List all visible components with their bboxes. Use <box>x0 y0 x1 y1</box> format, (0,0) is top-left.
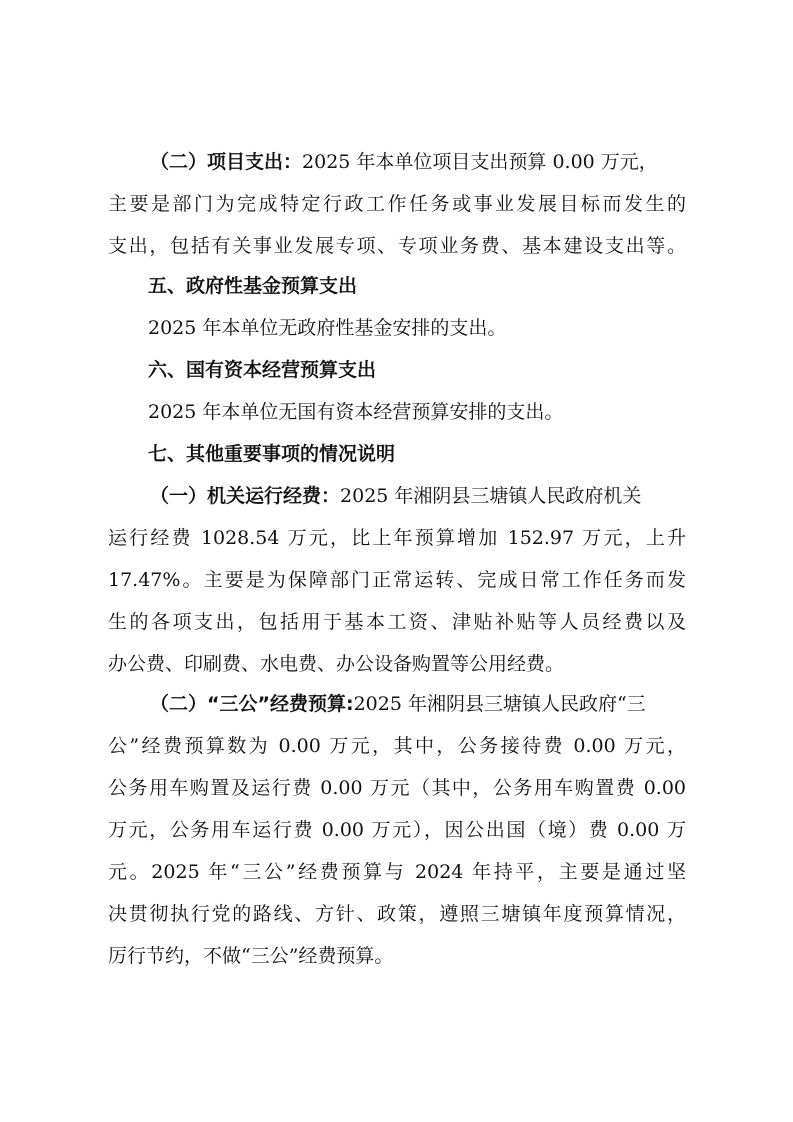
project-expenditure-text-3: 支出，包括有关事业发展专项、专项业务费、基本建设支出等。 <box>108 235 686 257</box>
operating-cost-text-4: 生的各项支出，包括用于基本工资、津贴补贴等人员经费以及 <box>108 611 686 633</box>
three-public-text-7: 厉行节约，不做“三公”经费预算。 <box>108 945 394 967</box>
project-expenditure-label: （二）项目支出： <box>150 151 303 173</box>
project-expenditure-text-1: 2025 年本单位项目支出预算 0.00 万元， <box>302 151 658 173</box>
three-public-text-4: 万元，公务用车运行费 0.00 万元），因公出国（境）费 0.00 万 <box>108 819 686 841</box>
three-public-text-1: 2025 年湘阴县三塘镇人民政府“三 <box>353 693 646 715</box>
operating-cost-text-2: 运行经费 1028.54 万元，比上年预算增加 152.97 万元，上升 <box>108 527 686 549</box>
operating-cost-text-5: 办公费、印刷费、水电费、办公设备购置等公用经费。 <box>108 653 565 675</box>
three-public-text-5: 元。2025 年“三公”经费预算与 2024 年持平，主要是通过坚 <box>108 861 686 883</box>
operating-cost-label: （一）机关运行经费： <box>150 485 341 507</box>
three-public-label: （二）“三公”经费预算: <box>150 693 354 715</box>
section-5-heading: 五、政府性基金预算支出 <box>148 275 358 297</box>
section-5-text: 2025 年本单位无政府性基金安排的支出。 <box>148 317 507 339</box>
operating-cost-text-3: 17.47%。主要是为保障部门正常运转、完成日常工作任务而发 <box>108 569 686 591</box>
section-6-text: 2025 年本单位无国有资本经营预算安排的支出。 <box>148 401 564 423</box>
three-public-text-6: 决贯彻执行党的路线、方针、政策，遵照三塘镇年度预算情况， <box>108 903 686 925</box>
section-7-heading: 七、其他重要事项的情况说明 <box>148 443 396 465</box>
operating-cost-text-1: 2025 年湘阴县三塘镇人民政府机关 <box>340 485 642 507</box>
three-public-text-2: 公”经费预算数为 0.00 万元，其中，公务接待费 0.00 万元， <box>108 735 686 757</box>
section-6-heading: 六、国有资本经营预算支出 <box>148 359 377 381</box>
project-expenditure-text-2: 主要是部门为完成特定行政工作任务或事业发展目标而发生的 <box>108 193 686 215</box>
three-public-text-3: 公务用车购置及运行费 0.00 万元（其中，公务用车购置费 0.00 <box>108 777 686 799</box>
